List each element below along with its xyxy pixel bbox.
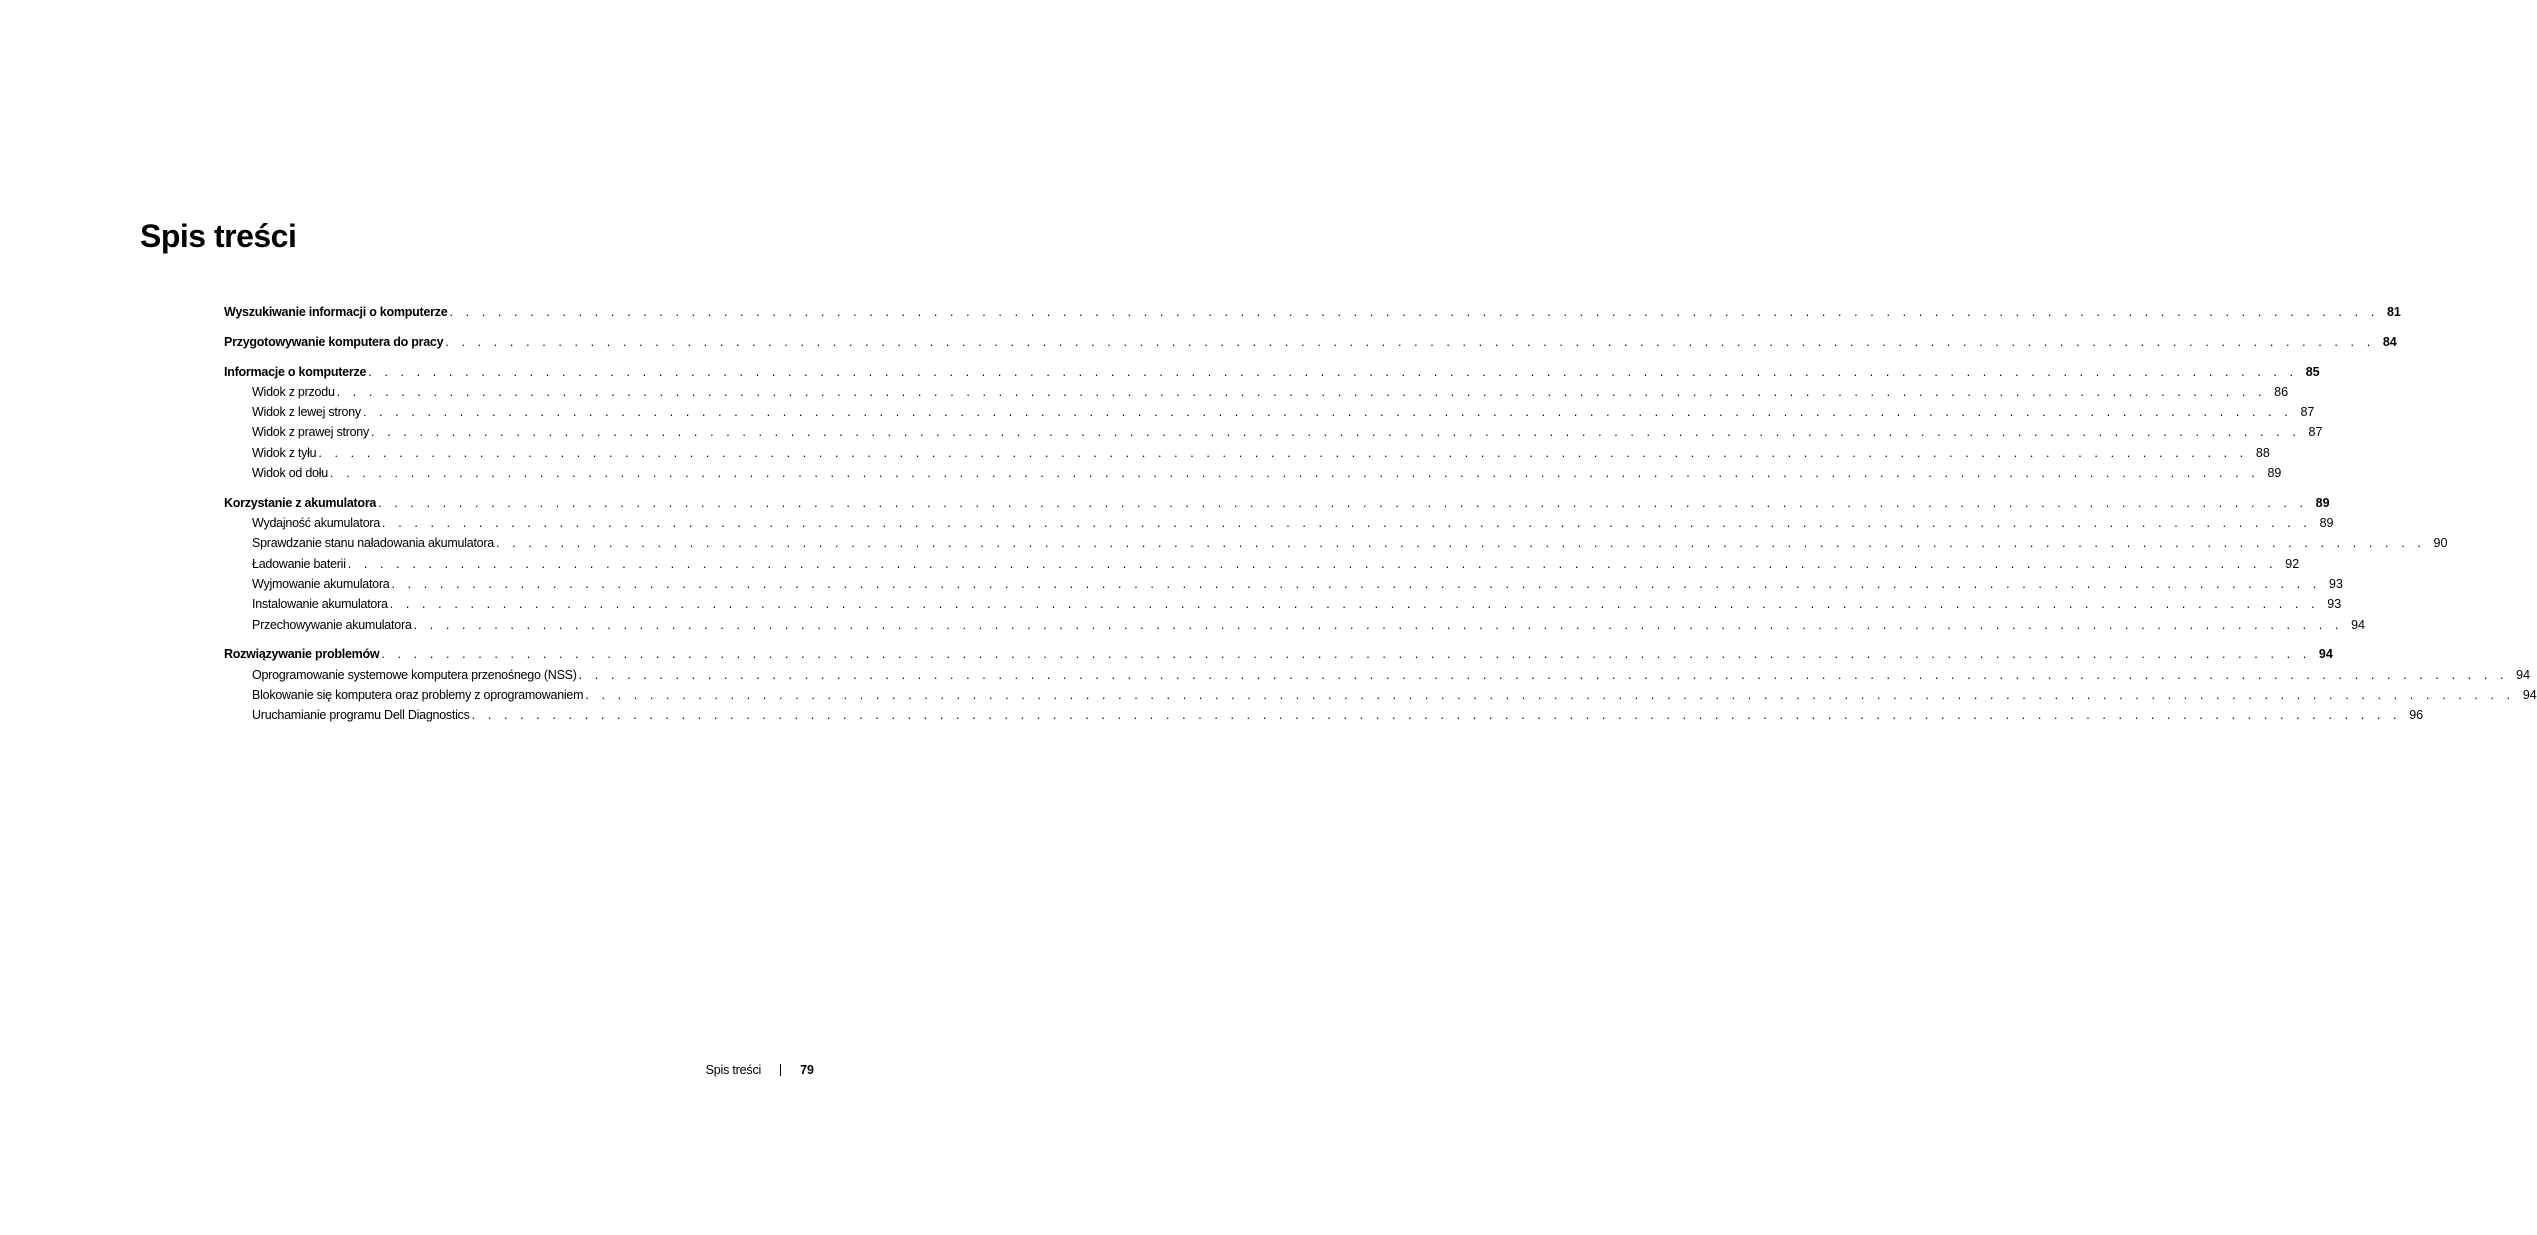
toc-section-entry[interactable] (224, 463, 2282, 483)
toc-chapter-entry[interactable] (224, 302, 2401, 322)
toc-chapter-entry[interactable] (224, 644, 2333, 664)
toc-entry-label: Widok z tyłu (252, 445, 317, 460)
toc-section-entry[interactable] (224, 705, 2424, 725)
toc-section-entry[interactable] (224, 685, 2537, 705)
toc-dot-leader: . . . . . . . . . . . . . . . . . . . . . . . . . . . . . . . . . . . . . . . . . . . . . . . . . . . . . . . . . . . . . . . . . . . . . . . . . . . . . . . . . . . . . . . . . . . . . . . . . . . . . . . . . . . . . . . . . . . . . . . . (382, 516, 2312, 531)
toc-entry-page: 90 (2433, 536, 2448, 551)
page-title: Spis treści (140, 218, 297, 254)
toc-entry-label: Informacje o komputerze (224, 364, 367, 379)
toc-dot-leader: . . . . . . . . . . . . . . . . . . . . . . . . . . . . . . . . . . . . . . . . . . . . . . . . . . . . . . . . . . . . . . . . . . . . . . . . . . . . . . . . . . . . . . . . . . . . . . . . . . . . . . . . . . . . . . . . . . . . . . . . (413, 617, 2343, 632)
toc-section-entry[interactable] (224, 513, 2334, 533)
toc-dot-leader: . . . . . . . . . . . . . . . . . . . . . . . . . . . . . . . . . . . . . . . . . . . . . . . . . . . . . . . . . . . . . . . . . . . . . . . . . . . . . . . . . . . . . . . . . . . . . . . . . . . . . . . . . . . . . . . . . . . . . . . . (368, 364, 2298, 379)
toc-entry-label: Wyszukiwanie informacji o komputerze (224, 305, 448, 319)
toc-entry-label: Sprawdzanie stanu naładowania akumulatora (252, 536, 494, 551)
toc-section-entry[interactable] (224, 382, 2289, 402)
toc-entry-page: 87 (2308, 425, 2323, 440)
toc-entry-page: 87 (2300, 405, 2315, 420)
toc-section-entry[interactable] (224, 554, 2300, 574)
toc-entry-page: 96 (2409, 708, 2424, 723)
toc-section-entry[interactable] (224, 665, 2531, 685)
toc-entry-label: Widok z lewej strony (252, 405, 361, 420)
toc-section-entry[interactable] (224, 574, 2343, 594)
table-of-contents (224, 302, 2537, 726)
toc-entry-label: Wydajność akumulatora (252, 516, 381, 531)
toc-dot-leader: . . . . . . . . . . . . . . . . . . . . . . . . . . . . . . . . . . . . . . . . . . . . . . . . . . . . . . . . . . . . . . . . . . . . . . . . . . . . . . . . . . . . . . . . . . . . . . . . . . . . . . . . . . . . . . . . . . . . . . . . (371, 425, 2301, 440)
toc-entry-page: 93 (2329, 577, 2343, 592)
toc-entry-label: Widok z przodu (252, 384, 335, 399)
toc-entry-label: Instalowanie akumulatora (252, 597, 388, 612)
toc-entry-page: 94 (2522, 688, 2537, 703)
toc-entry-label: Rozwiązywanie problemów (224, 647, 380, 662)
toc-section-entry[interactable] (224, 594, 2342, 614)
toc-entry-label: Oprogramowanie systemowe komputera przenośnego (NSS) (252, 667, 577, 682)
footer-page-number: 79 (800, 1063, 814, 1077)
toc-dot-leader: . . . . . . . . . . . . . . . . . . . . . . . . . . . . . . . . . . . . . . . . . . . . . . . . . . . . . . . . . . . . . . . . . . . . . . . . . . . . . . . . . . . . . . . . . . . . . . . . . . . . . . . . . . . . . . . . . . . . . . . . (318, 445, 2248, 460)
footer-section-label: Spis treści (705, 1063, 762, 1077)
toc-entry-page: 93 (2327, 597, 2342, 612)
toc-section-entry[interactable] (224, 422, 2323, 442)
toc-section-entry[interactable] (224, 615, 2365, 635)
toc-entry-label: Widok od dołu (252, 466, 328, 481)
toc-chapter-entry[interactable] (224, 332, 2397, 352)
toc-dot-leader: . . . . . . . . . . . . . . . . . . . . . . . . . . . . . . . . . . . . . . . . . . . . . . . . . . . . . . . . . . . . . . . . . . . . . . . . . . . . . . . . . . . . . . . . . . . . . . . . . . . . . . . . . . . . . . . . . . . . . . . . (445, 334, 2375, 349)
toc-section-entry[interactable] (224, 443, 2270, 463)
toc-entry-page: 85 (2305, 364, 2320, 379)
toc-entry-label: Wyjmowanie akumulatora (252, 577, 390, 592)
toc-entry-page: 84 (2382, 334, 2397, 349)
toc-dot-leader: . . . . . . . . . . . . . . . . . . . . . . . . . . . . . . . . . . . . . . . . . . . . . . . . . . . . . . . . . . . . . . . . . . . . . . . . . . . . . . . . . . . . . . . . . . . . . . . . . . . . . . . . . . . . . . . . . . . . . . . . (391, 577, 2321, 592)
toc-chapter-entry[interactable] (224, 362, 2320, 382)
toc-entry-page: 94 (2351, 617, 2365, 632)
toc-dot-leader: . . . . . . . . . . . . . . . . . . . . . . . . . . . . . . . . . . . . . . . . . . . . . . . . . . . . . . . . . . . . . . . . . . . . . . . . . . . . . . . . . . . . . . . . . . . . . . . . . . . . . . . . . . . . . . . . . . . . . . . . (329, 466, 2260, 481)
toc-dot-leader: . . . . . . . . . . . . . . . . . . . . . . . . . . . . . . . . . . . . . . . . . . . . . . . . . . . . . . . . . . . . . . . . . . . . . . . . . . . . . . . . . . . . . . . . . . . . . . . . . . . . . . . . . . . . . . . . . . . . . . . . (389, 597, 2320, 612)
page-footer (706, 1061, 814, 1079)
toc-entry-page: 94 (2318, 647, 2333, 662)
toc-dot-leader: . . . . . . . . . . . . . . . . . . . . . . . . . . . . . . . . . . . . . . . . . . . . . . . . . . . . . . . . . . . . . . . . . . . . . . . . . . . . . . . . . . . . . . . . . . . . . . . . . . . . . . . . . . . . . . . . . . . . . . . . (347, 556, 2278, 571)
toc-entry-label: Korzystanie z akumulatora (224, 495, 377, 510)
toc-dot-leader: . . . . . . . . . . . . . . . . . . . . . . . . . . . . . . . . . . . . . . . . . . . . . . . . . . . . . . . . . . . . . . . . . . . . . . . . . . . . . . . . . . . . . . . . . . . . . . . . . . . . . . . . . . . . . . . . . . . . . . . . (449, 305, 2379, 319)
toc-section-entry[interactable] (224, 533, 2448, 553)
toc-entry-label: Przechowywanie akumulatora (252, 617, 412, 632)
toc-entry-page: 88 (2255, 445, 2270, 460)
toc-entry-label: Ładowanie baterii (252, 556, 346, 571)
footer-separator (780, 1064, 781, 1076)
toc-dot-leader: . . . . . . . . . . . . . . . . . . . . . . . . . . . . . . . . . . . . . . . . . . . . . . . . . . . . . . . . . . . . . . . . . . . . . . . . . . . . . . . . . . . . . . . . . . . . . . . . . . . . . . . . . . . . . . . . . . . . . . . . (496, 536, 2426, 551)
toc-entry-page: 94 (2516, 667, 2531, 682)
toc-dot-leader: . . . . . . . . . . . . . . . . . . . . . . . . . . . . . . . . . . . . . . . . . . . . . . . . . . . . . . . . . . . . . . . . . . . . . . . . . . . . . . . . . . . . . . . . . . . . . . . . . . . . . . . . . . . . . . . . . . . . . . . . (578, 667, 2509, 682)
toc-dot-leader: . . . . . . . . . . . . . . . . . . . . . . . . . . . . . . . . . . . . . . . . . . . . . . . . . . . . . . . . . . . . . . . . . . . . . . . . . . . . . . . . . . . . . . . . . . . . . . . . . . . . . . . . . . . . . . . . . . . . . . . . (336, 384, 2267, 399)
toc-entry-page: 89 (2267, 466, 2282, 481)
toc-section-entry[interactable] (224, 402, 2315, 422)
toc-entry-page: 86 (2274, 384, 2289, 399)
toc-dot-leader: . . . . . . . . . . . . . . . . . . . . . . . . . . . . . . . . . . . . . . . . . . . . . . . . . . . . . . . . . . . . . . . . . . . . . . . . . . . . . . . . . . . . . . . . . . . . . . . . . . . . . . . . . . . . . . . . . . . . . . . . (381, 647, 2311, 662)
toc-entry-label: Blokowanie się komputera oraz problemy z oprogramowaniem (252, 688, 584, 703)
toc-dot-leader: . . . . . . . . . . . . . . . . . . . . . . . . . . . . . . . . . . . . . . . . . . . . . . . . . . . . . . . . . . . . . . . . . . . . . . . . . . . . . . . . . . . . . . . . . . . . . . . . . . . . . . . . . . . . . . . . . . . . . . . . (362, 405, 2293, 420)
toc-entry-label: Widok z prawej strony (252, 425, 370, 440)
toc-entry-label: Przygotowywanie komputera do pracy (224, 334, 444, 349)
toc-entry-page: 89 (2315, 495, 2330, 510)
toc-entry-page: 89 (2319, 516, 2334, 531)
toc-entry-page: 92 (2285, 556, 2300, 571)
toc-entry-page: 81 (2386, 305, 2401, 319)
toc-dot-leader: . . . . . . . . . . . . . . . . . . . . . . . . . . . . . . . . . . . . . . . . . . . . . . . . . . . . . . . . . . . . . . . . . . . . . . . . . . . . . . . . . . . . . . . . . . . . . . . . . . . . . . . . . . . . . . . . . . . . . . . . (378, 495, 2308, 510)
toc-entry-label: Uruchamianie programu Dell Diagnostics (252, 708, 470, 723)
toc-chapter-entry[interactable] (224, 493, 2330, 513)
toc-dot-leader: . . . . . . . . . . . . . . . . . . . . . . . . . . . . . . . . . . . . . . . . . . . . . . . . . . . . . . . . . . . . . . . . . . . . . . . . . . . . . . . . . . . . . . . . . . . . . . . . . . . . . . . . . . . . . . . . . . . . . . . . (585, 688, 2515, 703)
toc-dot-leader: . . . . . . . . . . . . . . . . . . . . . . . . . . . . . . . . . . . . . . . . . . . . . . . . . . . . . . . . . . . . . . . . . . . . . . . . . . . . . . . . . . . . . . . . . . . . . . . . . . . . . . . . . . . . . . . . . . . . . . . . (471, 708, 2402, 723)
